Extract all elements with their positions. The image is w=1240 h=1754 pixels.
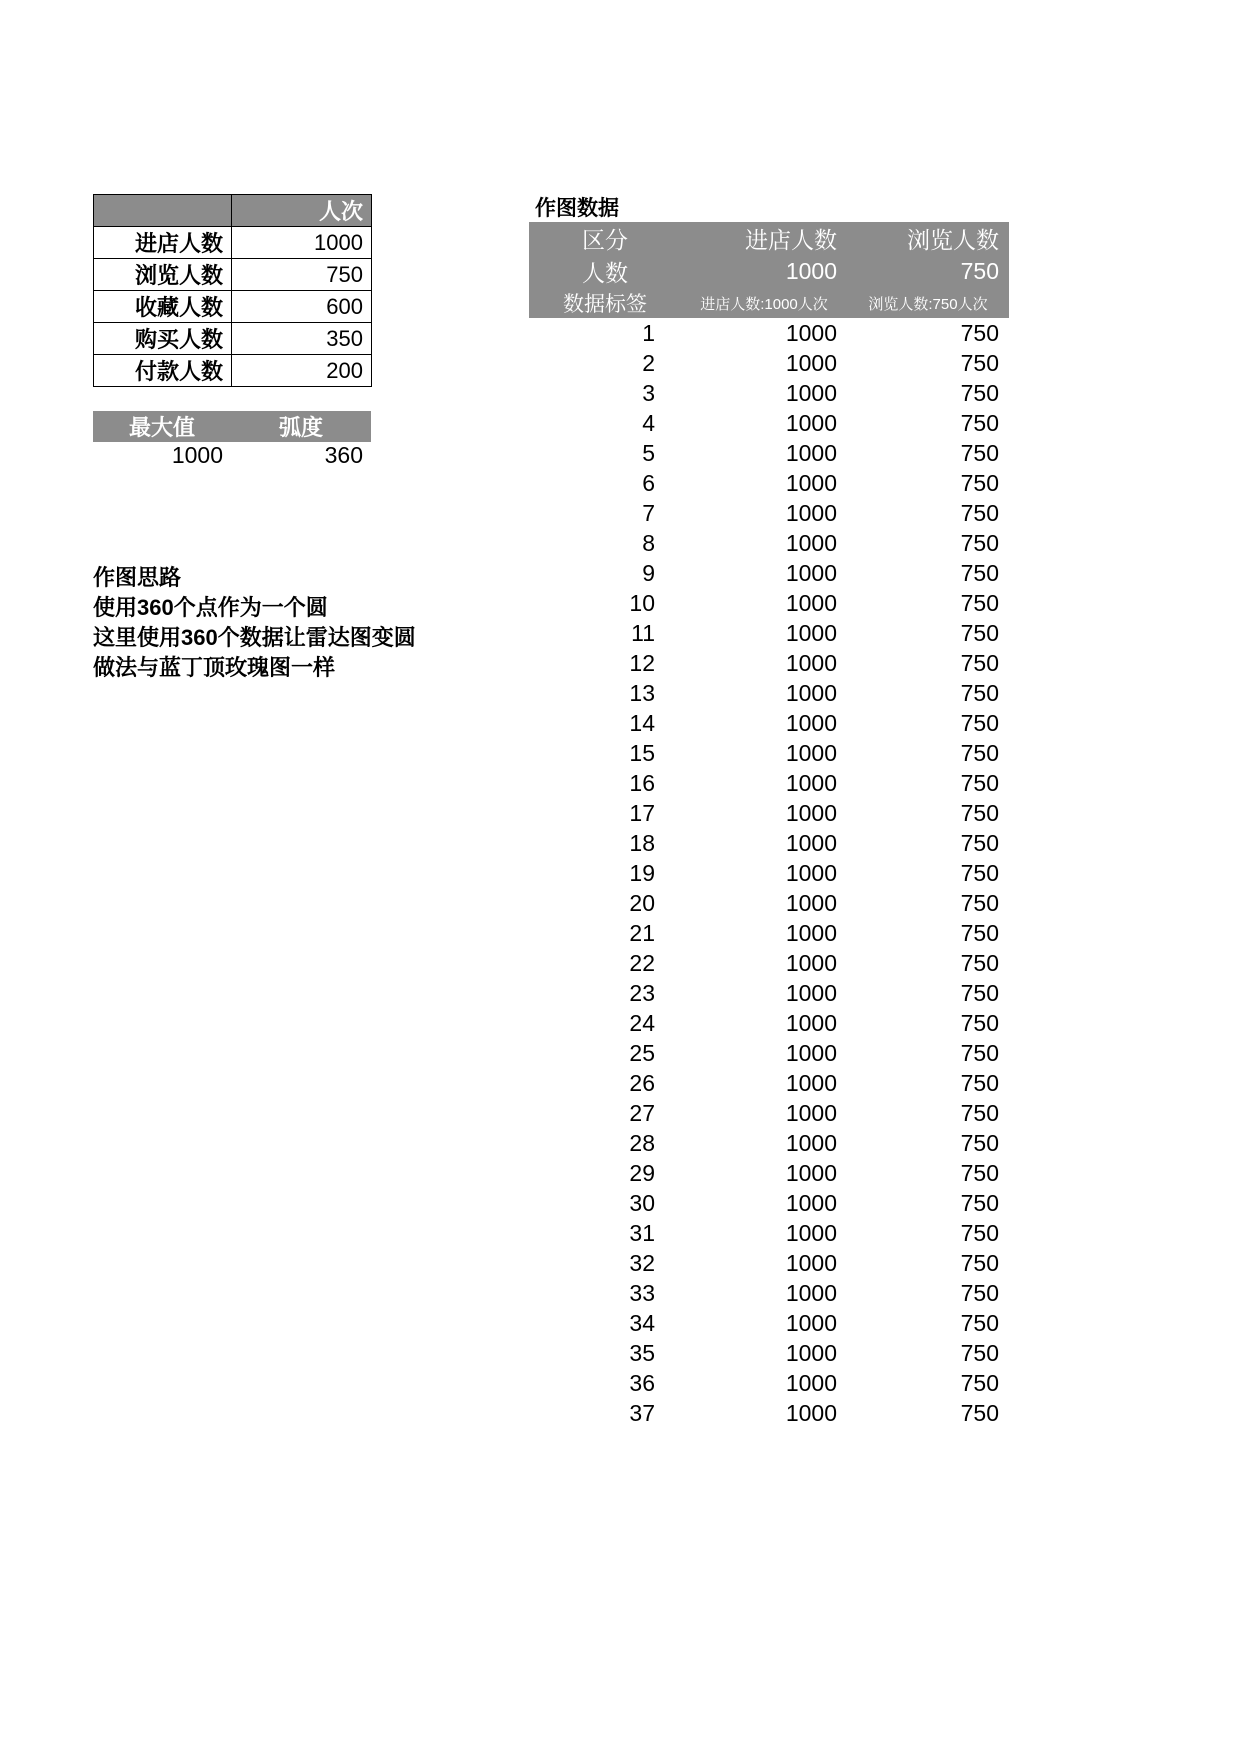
chart-data-title: 作图数据 [535,197,619,220]
left-table-header-unit: 人次 [232,195,372,227]
maxarc-header-row [93,411,371,442]
table-row [529,1278,1009,1308]
table-row [529,1098,1009,1128]
chart-row-index: 10 [629,589,655,616]
chart-row-value-a: 1000 [785,1159,837,1186]
chart-row-value-a: 1000 [785,889,837,916]
chart-row-value-a: 1000 [785,1339,837,1366]
chart-row-index: 4 [642,409,655,436]
chart-row-value-b: 750 [960,1369,999,1396]
maxarc-header-arc: 弧度 [231,411,371,442]
chart-header-col1: 进店人数 [681,222,847,255]
chart-row-value-b: 750 [960,529,999,556]
chart-data-rows [529,318,1009,1428]
table-row [529,1188,1009,1218]
chart-row-index: 7 [642,499,655,526]
chart-row-value-a: 1000 [785,1369,837,1396]
table-row [529,1038,1009,1068]
chart-row-value-a: 1000 [785,1039,837,1066]
chart-row-value-a: 1000 [785,559,837,586]
table-row [529,1398,1009,1428]
table-row [529,408,1009,438]
chart-row-value-a: 1000 [785,1069,837,1096]
chart-row-value-a: 1000 [785,829,837,856]
table-row [529,918,1009,948]
chart-row-index: 2 [642,349,655,376]
table-row [529,618,1009,648]
chart-count-row [529,255,1009,288]
table-row [94,259,372,291]
chart-data-table [529,222,1009,1428]
chart-row-index: 30 [629,1189,655,1216]
chart-row-index: 31 [629,1219,655,1246]
chart-row-value-a: 1000 [785,319,837,346]
notes-line-1: 这里使用360个数据让雷达图变圆 [93,625,416,650]
notes-title: 作图思路 [93,565,182,590]
chart-row-value-a: 1000 [785,1009,837,1036]
chart-row-index: 33 [629,1279,655,1306]
table-row [529,1128,1009,1158]
chart-label-col1: 进店人数:1000人次 [681,288,847,318]
chart-row-index: 13 [629,679,655,706]
chart-row-value-b: 750 [960,1339,999,1366]
chart-row-value-b: 750 [960,499,999,526]
left-row-label-4: 付款人数 [94,355,232,387]
chart-row-value-a: 1000 [785,1219,837,1246]
table-row [529,558,1009,588]
chart-row-value-b: 750 [960,829,999,856]
left-row-value-0: 1000 [232,227,372,259]
chart-row-value-b: 750 [960,889,999,916]
chart-row-index: 21 [629,919,655,946]
chart-header-col0: 区分 [529,222,681,255]
chart-row-value-b: 750 [960,919,999,946]
chart-label-row [529,288,1009,318]
left-row-value-2: 600 [232,291,372,323]
chart-row-index: 27 [629,1099,655,1126]
table-row [529,978,1009,1008]
chart-row-value-a: 1000 [785,349,837,376]
chart-row-value-b: 750 [960,319,999,346]
chart-row-value-b: 750 [960,1399,999,1426]
chart-row-index: 9 [642,559,655,586]
chart-row-index: 17 [629,799,655,826]
chart-row-value-a: 1000 [785,1099,837,1126]
chart-row-value-b: 750 [960,739,999,766]
notes-block [93,563,416,683]
notes-line-2: 做法与蓝丁顶玫瑰图一样 [93,655,336,680]
chart-count-col2: 750 [847,255,1009,288]
left-row-value-3: 350 [232,323,372,355]
table-row [529,648,1009,678]
chart-label-col2: 浏览人数:750人次 [847,288,1009,318]
chart-row-index: 15 [629,739,655,766]
chart-row-value-a: 1000 [785,529,837,556]
chart-row-index: 36 [629,1369,655,1396]
chart-row-value-b: 750 [960,1309,999,1336]
chart-row-value-b: 750 [960,1189,999,1216]
left-table-header-row [94,195,372,227]
max-arc-table [93,411,371,469]
table-row [529,828,1009,858]
chart-row-index: 12 [629,649,655,676]
maxarc-table-body [93,411,371,469]
chart-row-index: 11 [631,619,655,646]
chart-row-value-b: 750 [960,859,999,886]
chart-row-value-a: 1000 [785,499,837,526]
chart-header-col2: 浏览人数 [847,222,1009,255]
table-row [94,227,372,259]
left-row-label-1: 浏览人数 [94,259,232,291]
chart-row-index: 14 [629,709,655,736]
table-row [529,468,1009,498]
chart-row-index: 22 [629,949,655,976]
chart-row-value-b: 750 [960,589,999,616]
chart-row-value-a: 1000 [785,919,837,946]
chart-count-label: 人数 [529,255,681,288]
table-row [529,948,1009,978]
chart-row-value-b: 750 [960,1069,999,1096]
funnel-metrics-table [93,194,372,387]
chart-row-index: 20 [629,889,655,916]
maxarc-header-max: 最大值 [93,411,231,442]
chart-row-value-a: 1000 [785,1279,837,1306]
left-row-value-4: 200 [232,355,372,387]
table-row [529,438,1009,468]
chart-row-value-b: 750 [960,619,999,646]
chart-row-index: 6 [642,469,655,496]
chart-row-value-b: 750 [960,1009,999,1036]
chart-row-index: 23 [629,979,655,1006]
chart-row-index: 26 [629,1069,655,1096]
chart-row-value-a: 1000 [785,1189,837,1216]
chart-row-index: 28 [629,1129,655,1156]
chart-row-value-a: 1000 [785,799,837,826]
chart-row-index: 37 [629,1399,655,1426]
maxarc-value-arc: 360 [324,442,363,468]
chart-row-index: 3 [642,379,655,406]
table-row [529,678,1009,708]
chart-row-index: 34 [629,1309,655,1336]
chart-data-body [529,222,1009,318]
chart-label-title: 数据标签 [529,288,681,318]
chart-row-value-b: 750 [960,1099,999,1126]
chart-row-value-a: 1000 [785,619,837,646]
left-row-value-1: 750 [232,259,372,291]
chart-row-value-a: 1000 [785,859,837,886]
chart-row-value-b: 750 [960,949,999,976]
table-row [529,738,1009,768]
chart-row-value-a: 1000 [785,769,837,796]
table-row [529,888,1009,918]
table-row [529,1008,1009,1038]
chart-row-value-a: 1000 [785,469,837,496]
chart-row-index: 1 [642,319,655,346]
table-row [529,1248,1009,1278]
left-table-header-blank [94,195,232,227]
table-row [529,1218,1009,1248]
left-row-label-3: 购买人数 [94,323,232,355]
chart-row-value-a: 1000 [785,379,837,406]
maxarc-value-max: 1000 [171,442,223,468]
table-row [93,442,371,469]
table-row [529,348,1009,378]
chart-row-value-b: 750 [960,1039,999,1066]
chart-row-index: 35 [629,1339,655,1366]
table-row [529,1368,1009,1398]
table-row [529,1068,1009,1098]
chart-row-value-b: 750 [960,979,999,1006]
chart-row-value-b: 750 [960,409,999,436]
chart-row-value-b: 750 [960,379,999,406]
chart-row-value-b: 750 [960,439,999,466]
table-row [529,1308,1009,1338]
table-row [94,323,372,355]
chart-row-value-a: 1000 [785,439,837,466]
chart-data-header-row [529,222,1009,255]
chart-row-value-a: 1000 [785,709,837,736]
chart-row-value-a: 1000 [785,679,837,706]
chart-row-value-b: 750 [960,469,999,496]
table-row [529,528,1009,558]
chart-row-value-b: 750 [960,649,999,676]
left-table-body [94,195,372,387]
chart-row-value-b: 750 [960,559,999,586]
table-row [529,768,1009,798]
chart-row-value-a: 1000 [785,1249,837,1276]
chart-row-value-b: 750 [960,709,999,736]
chart-row-value-b: 750 [960,1159,999,1186]
notes-line-0: 使用360个点作为一个圆 [93,595,328,620]
left-row-label-0: 进店人数 [94,227,232,259]
table-row [94,291,372,323]
chart-count-col1: 1000 [681,255,847,288]
left-row-label-2: 收藏人数 [94,291,232,323]
chart-row-value-a: 1000 [785,409,837,436]
table-row [529,498,1009,528]
table-row [94,355,372,387]
chart-row-index: 8 [642,529,655,556]
chart-row-value-b: 750 [960,799,999,826]
chart-row-value-a: 1000 [785,589,837,616]
chart-row-value-a: 1000 [785,979,837,1006]
chart-row-value-a: 1000 [785,1309,837,1336]
table-row [529,378,1009,408]
chart-row-value-b: 750 [960,1129,999,1156]
chart-row-value-a: 1000 [785,649,837,676]
table-row [529,588,1009,618]
table-row [529,798,1009,828]
table-row [529,1158,1009,1188]
chart-row-value-b: 750 [960,1219,999,1246]
chart-row-value-a: 1000 [785,1129,837,1156]
chart-row-value-b: 750 [960,1279,999,1306]
chart-row-index: 29 [629,1159,655,1186]
chart-row-value-a: 1000 [785,949,837,976]
table-row [529,858,1009,888]
chart-row-index: 16 [629,769,655,796]
chart-row-value-b: 750 [960,769,999,796]
chart-row-value-b: 750 [960,1249,999,1276]
table-row [529,1338,1009,1368]
chart-row-index: 24 [629,1009,655,1036]
chart-row-index: 19 [629,859,655,886]
chart-row-value-a: 1000 [785,739,837,766]
chart-row-value-a: 1000 [785,1399,837,1426]
chart-row-value-b: 750 [960,679,999,706]
table-row [529,318,1009,348]
chart-row-index: 25 [629,1039,655,1066]
chart-row-value-b: 750 [960,349,999,376]
chart-row-index: 32 [629,1249,655,1276]
table-row [529,708,1009,738]
chart-row-index: 18 [629,829,655,856]
chart-row-index: 5 [642,439,655,466]
